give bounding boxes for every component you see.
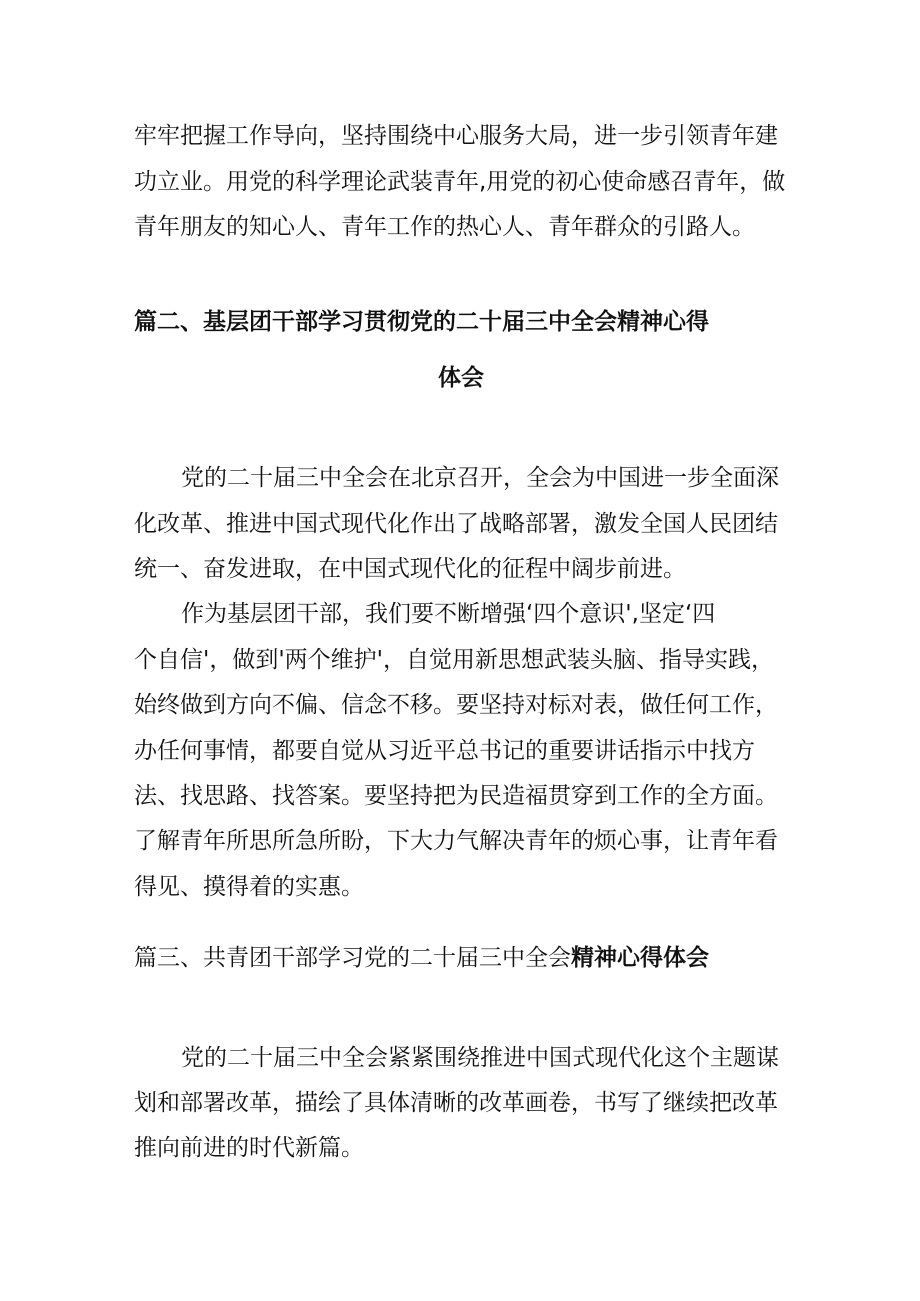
text-line: 法、找思路、找答案。要坚持把为民造福贯穿到工作的全方面。 xyxy=(134,783,778,809)
text-line: 推向前进的时代新篇。 xyxy=(134,1135,364,1161)
text-line: 作为基层团干部，我们要不断增强‘四个意识',坚定‘四 xyxy=(181,601,716,627)
text-line: 党的二十届三中全会在北京召开，全会为中国进一步全面深 xyxy=(181,465,779,491)
text-line: 办任何事情，都要自觉从习近平总书记的重要讲话指示中找方 xyxy=(134,738,755,764)
text-line: 青年朋友的知心人、青年工作的热心人、青年群众的引路人。 xyxy=(134,214,755,240)
text-line: 了解青年所思所急所盼，下大力气解决青年的烦心事，让青年看 xyxy=(134,828,778,854)
section-title-regular: 篇三、共青团干部学习党的二十届三中全会 xyxy=(134,945,571,971)
section-title-bold: 精神心得体会 xyxy=(571,945,709,971)
text-line: 党的二十届三中全会紧紧围绕推进中国式现代化这个主题谋 xyxy=(181,1045,779,1071)
text-line: 得见、摸得着的实惠。 xyxy=(134,874,364,900)
text-line: 功立业。用党的科学理论武装青年,用党的初心使命感召青年，做 xyxy=(134,169,786,195)
text-line: 个自信'，做到'两个维护'，自觉用新思想武装头脑、指导实践， xyxy=(134,647,774,673)
text-line: 牢牢把握工作导向，坚持围绕中心服务大局，进一步引领青年建 xyxy=(134,123,778,149)
section-3-title xyxy=(134,943,794,973)
text-line: 统一、奋发进取，在中国式现代化的征程中阔步前进。 xyxy=(134,556,686,582)
text-line: 划和部署改革，描绘了具体清晰的改革画卷，书写了继续把改革 xyxy=(134,1090,778,1116)
section-title-line: 篇二、基层团干部学习贯彻党的二十届三中全会精神心得 xyxy=(134,309,709,335)
text-line: 始终做到方向不偏、信念不移。要坚持对标对表，做任何工作， xyxy=(134,692,778,718)
text-line: 化改革、推进中国式现代化作出了战略部署，激发全国人民团结 xyxy=(134,511,778,537)
section-title-line: 体会 xyxy=(438,365,484,391)
